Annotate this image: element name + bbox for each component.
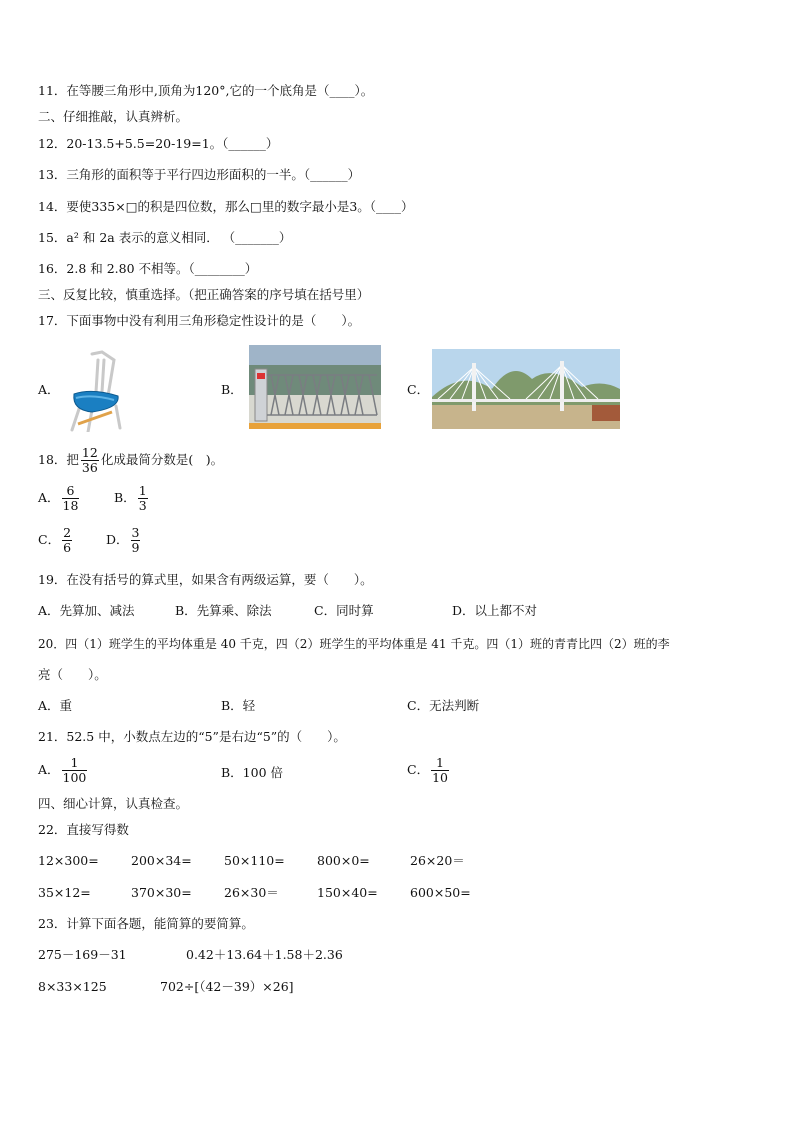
q18-option-c <box>38 526 74 555</box>
q18-a-label: A． <box>38 490 60 505</box>
q23-expr-4: 702÷[（42－39）×26] <box>160 979 294 994</box>
q18-a-fraction <box>62 484 80 513</box>
q18-b-label: B． <box>114 490 136 505</box>
q22-r2-c2: 370×30= <box>131 885 192 900</box>
q17-option-a-label: A． <box>38 382 60 397</box>
q18-a-den: 18 <box>62 498 79 513</box>
q21-c-den: 10 <box>432 770 448 785</box>
q22-r1-c3: 50×110= <box>224 853 285 868</box>
q17-option-c-label: C． <box>407 382 430 397</box>
q21-c-label: C． <box>407 762 430 777</box>
q18-d-label: D． <box>106 532 129 547</box>
q18-denominator: 36 <box>81 460 98 475</box>
question-20-line-2: 亮（ ）。 <box>38 667 107 682</box>
question-20-line-1: 20．四（1）班学生的平均体重是 40 千克，四（2）班学生的平均体重是 41 千克。四（1）班的青青比四（2）班的李 <box>38 637 670 651</box>
q22-r1-c5: 26×20＝ <box>410 853 465 868</box>
q22-r1-c2: 200×34= <box>131 853 192 868</box>
q18-option-d <box>106 526 142 555</box>
section-4-heading: 四、细心计算，认真检查。 <box>38 796 189 811</box>
q18-numerator: 12 <box>81 445 98 460</box>
q18-b-den: 3 <box>138 498 147 513</box>
q22-r1-c1: 12×300= <box>38 853 99 868</box>
q21-option-a <box>38 756 89 785</box>
question-23-stem: 23．计算下面各题，能简算的要简算。 <box>38 916 254 931</box>
q21-option-c <box>407 756 451 785</box>
q22-r2-c3: 26×30＝ <box>224 885 279 900</box>
q17-option-b-label: B． <box>221 382 243 397</box>
q23-expr-3: 8×33×125 <box>38 979 107 994</box>
q18-a-num: 6 <box>66 483 75 498</box>
q19-option-b: B．先算乘、除法 <box>175 603 272 618</box>
q18-d-num: 3 <box>131 525 140 540</box>
q21-a-den: 100 <box>62 770 87 785</box>
question-12: 12．20-13.5+5.5=20-19=1。（______） <box>38 136 279 151</box>
q18-c-den: 6 <box>63 540 72 555</box>
q22-r2-c5: 600×50= <box>410 885 471 900</box>
q21-a-num: 1 <box>70 755 79 770</box>
question-14: 14．要使335×□的积是四位数，那么□里的数字最小是3。（____） <box>38 199 414 214</box>
question-17-stem: 17．下面事物中没有利用三角形稳定性设计的是（ ）。 <box>38 313 361 328</box>
q21-c-num: 1 <box>436 755 444 770</box>
question-21-stem: 21．52.5 中，小数点左边的“5”是右边“5”的（ ）。 <box>38 729 346 744</box>
q22-r2-c4: 150×40= <box>317 885 378 900</box>
q21-c-fraction <box>431 756 449 785</box>
q19-option-a: A．先算加、减法 <box>38 603 135 618</box>
q22-r1-c4: 800×0= <box>317 853 370 868</box>
q18-d-fraction <box>131 526 141 555</box>
q18-stem-post: 化成最简分数是( )。 <box>100 452 224 467</box>
section-2-heading: 二、仔细推敲，认真辨析。 <box>38 109 189 124</box>
q18-option-b <box>114 484 150 513</box>
q18-b-fraction <box>138 484 148 513</box>
retractable-gate-image <box>249 345 381 429</box>
q18-c-label: C． <box>38 532 61 547</box>
question-19-stem: 19．在没有括号的算式里，如果含有两级运算，要（ ）。 <box>38 572 373 587</box>
question-18-stem <box>38 446 223 475</box>
section-3-heading: 三、反复比较，慎重选择。（把正确答案的序号填在括号里） <box>38 287 370 302</box>
q18-fraction <box>81 446 99 475</box>
question-13: 13．三角形的面积等于平行四边形面积的一半。（______） <box>38 167 361 182</box>
q18-stem-pre: 18．把 <box>38 452 79 467</box>
q20-option-b: B．轻 <box>221 698 256 713</box>
question-22-stem: 22．直接写得数 <box>38 822 129 837</box>
q18-option-a <box>38 484 81 513</box>
q20-option-c: C．无法判断 <box>407 698 480 713</box>
q22-r2-c1: 35×12= <box>38 885 91 900</box>
q21-option-b: B．100 倍 <box>221 765 284 780</box>
question-16: 16．2.8 和 2.80 不相等。（________） <box>38 261 258 276</box>
cable-stayed-bridge-image <box>432 349 620 429</box>
q19-option-d: D．以上都不对 <box>452 603 538 618</box>
q21-a-fraction <box>62 756 88 785</box>
q18-c-fraction <box>62 526 72 555</box>
q23-expr-2: 0.42＋13.64＋1.58＋2.36 <box>186 947 343 962</box>
q18-b-num: 1 <box>138 483 147 498</box>
chair-image <box>62 350 130 432</box>
question-15: 15．a² 和 2a 表示的意义相同． （_______） <box>38 230 292 245</box>
q20-option-a: A．重 <box>38 698 73 713</box>
q19-option-c: C．同时算 <box>314 603 374 618</box>
question-11: 11．在等腰三角形中,顶角为120°,它的一个底角是（____）。 <box>38 83 374 98</box>
q18-d-den: 9 <box>131 540 140 555</box>
q23-expr-1: 275－169－31 <box>38 947 127 962</box>
q21-a-label: A． <box>38 762 60 777</box>
q18-c-num: 2 <box>63 525 72 540</box>
